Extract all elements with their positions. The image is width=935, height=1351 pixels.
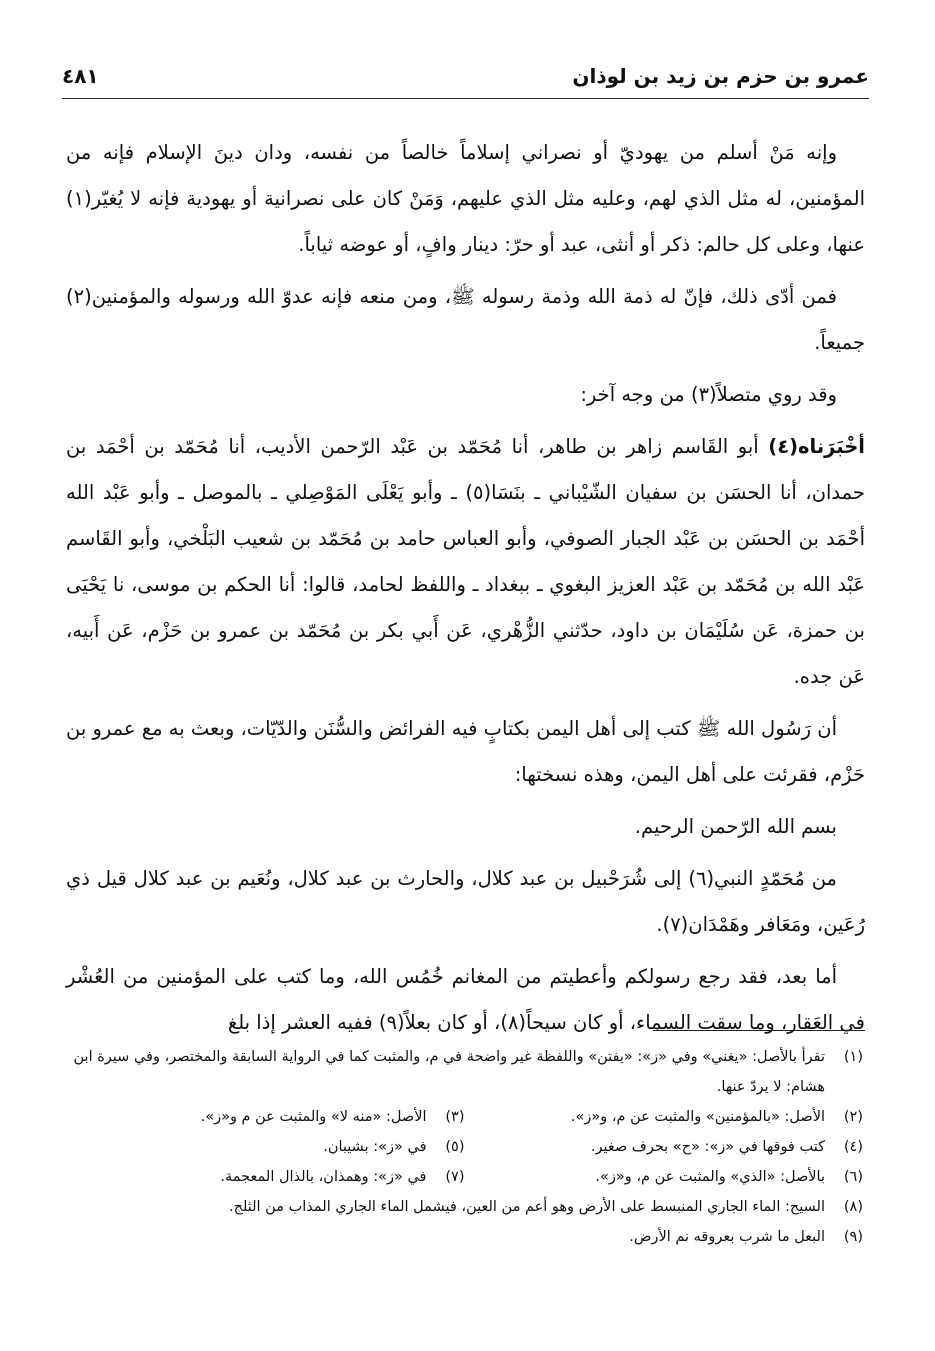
footnote-rule bbox=[653, 1030, 865, 1031]
paragraph-2: فمن أدّى ذلك، فإنّ له ذمة الله وذمة رسوله ﷺ، ومن منعه فإنه عدوّ الله ورسوله والمؤمنين(٢) جميعاً. bbox=[66, 285, 865, 354]
footnote-text: في «ز»: وهمذان، بالذال المعجمة. bbox=[220, 1169, 427, 1185]
footnote-number: (٨) bbox=[843, 1199, 863, 1215]
footnote bbox=[66, 1192, 863, 1222]
paragraph-5: أن رَسُول الله ﷺ كتب إلى أهل اليمن بكتابٍ فيه الفرائض والسُّنَن والدّيّات، وبعث به مع عمرو بن حَزْم، فقرئت على أهل اليمن، وهذه نسختها: bbox=[66, 717, 865, 786]
main-text bbox=[66, 130, 865, 1052]
paragraph-basmala: بسم الله الرّحمن الرحيم. bbox=[634, 815, 837, 838]
footnote-number: (٩) bbox=[843, 1229, 863, 1245]
footnote bbox=[66, 1102, 465, 1132]
paragraph-8: أما بعد، فقد رجع رسولكم وأعطيتم من المغانم خُمُس الله، وما كتب على المؤمنين من العُشْر في العَقار، وما سقت السماء، أو كان سيحاً(٨)، أو كان بعلاً(٩) ففيه العشر إذا بلغ bbox=[66, 965, 865, 1034]
page-number: ٤٨١ bbox=[62, 64, 99, 88]
isnad-text: أبو القَاسم زاهر بن طاهر، أنا مُحَمّد بن عَبْد الرّحمن الأديب، أنا مُحَمّد بن أحْمَد بن حمدان، أنا الحسَن بن سفيان الشّيْباني ـ بنَسَا(٥) ـ وأبو يَعْلَى المَوْصِلي ـ بالموصل ـ وأبو عَبْد الله أحْمَد بن الحسَن بن عَبْد الجبار الصوفي، وأبو العباس حامد بن مُحَمّد بن شعيب البَلْخي، وأبو القَاسم عَبْد الله بن مُحَمّد بن عَبْد العزيز البغوي ـ ببغداد ـ واللفظ لحامد، قالوا: أنا الحكم بن موسى، نا يَحْيَى بن حمزة، عَن سُلَيْمَان بن داود، حدّثني الزُّهْري، عَن أَبي بكر بن مُحَمّد بن عمرو بن حَزْم، عَن أَبيه، عَن جده. bbox=[66, 435, 865, 688]
footnote bbox=[465, 1162, 864, 1192]
page-header bbox=[62, 58, 869, 98]
footnote-row bbox=[66, 1192, 863, 1222]
paragraph-7: من مُحَمّدٍ النبي(٦) إلى شُرَحْبيل بن عبد كلال، والحارث بن عبد كلال، ونُعَيم بن عبد كلال قيل ذي رُعَين، ومَعَافر وهَمْدَان(٧). bbox=[66, 867, 865, 936]
footnote-text: البعل ما شرب بعروقه نم الأرض. bbox=[629, 1229, 825, 1245]
footnote-text: الأصل: «بالمؤمنين» والمثبت عن م، و«ز». bbox=[570, 1109, 825, 1125]
footnote-row bbox=[66, 1162, 863, 1192]
footnotes bbox=[66, 1042, 863, 1252]
footnote-text: بالأصل: «الذي» والمثبت عن م، و«ز». bbox=[595, 1169, 825, 1185]
footnote-text: كتب فوقها في «ز»: «ح» بحرف صغير. bbox=[590, 1139, 825, 1155]
footnote-number: (٤) bbox=[843, 1139, 863, 1155]
footnote bbox=[465, 1132, 864, 1162]
paragraph-isnad bbox=[66, 424, 865, 700]
footnote-text: الأصل: «منه لا» والمثبت عن م و«ز». bbox=[200, 1109, 427, 1125]
footnote-number: (٥) bbox=[445, 1139, 465, 1155]
running-title: عمرو بن حزم بن زيد بن لوذان bbox=[572, 64, 869, 88]
footnote bbox=[66, 1132, 465, 1162]
paragraph-3: وقد روي متصلاً(٣) من وجه آخر: bbox=[580, 383, 837, 406]
footnote bbox=[66, 1042, 863, 1102]
footnote bbox=[465, 1102, 864, 1132]
footnote-row bbox=[66, 1132, 863, 1162]
footnote-row bbox=[66, 1222, 863, 1252]
footnote-number: (٢) bbox=[843, 1109, 863, 1125]
footnote-number: (١) bbox=[843, 1049, 863, 1065]
footnote-number: (٦) bbox=[843, 1169, 863, 1185]
footnote-text: في «ز»: بشيبان. bbox=[323, 1139, 427, 1155]
paragraph-1: وإنه مَنْ أسلم من يهوديّ أو نصراني إسلاماً خالصاً من نفسه، ودان دينَ الإسلام فإنه من المؤمنين، له مثل الذي لهم، وعليه مثل الذي عليهم، وَمَنْ كان على نصرانية أو يهودية فإنه لا يُغيّر(١) عنها، وعلى كل حالم: ذكر أو أنثى، عبد أو حرّ: دينار وافٍ، أو عوضه ثياباً. bbox=[66, 141, 865, 256]
footnote-number: (٣) bbox=[445, 1109, 465, 1125]
footnote-text: تقرأ بالأصل: «يغني» وفي «ز»: «يفتن» واللفظة غير واضحة في م، والمثبت كما في الرواية السابقة والمختصر، وفي سيرة ابن هشام: لا يردّ عنها. bbox=[73, 1049, 825, 1095]
footnote-row bbox=[66, 1102, 863, 1132]
footnote bbox=[66, 1222, 863, 1252]
footnote-number: (٧) bbox=[445, 1169, 465, 1185]
footnote bbox=[66, 1162, 465, 1192]
footnote-row bbox=[66, 1042, 863, 1102]
isnad-lead-word: أخْبَرَناه(٤) bbox=[768, 435, 865, 458]
footnote-text: السيح: الماء الجاري المنبسط على الأرض وهو أعم من العين، فيشمل الماء الجاري المذاب من الثلج. bbox=[228, 1199, 825, 1215]
header-rule bbox=[62, 98, 869, 99]
